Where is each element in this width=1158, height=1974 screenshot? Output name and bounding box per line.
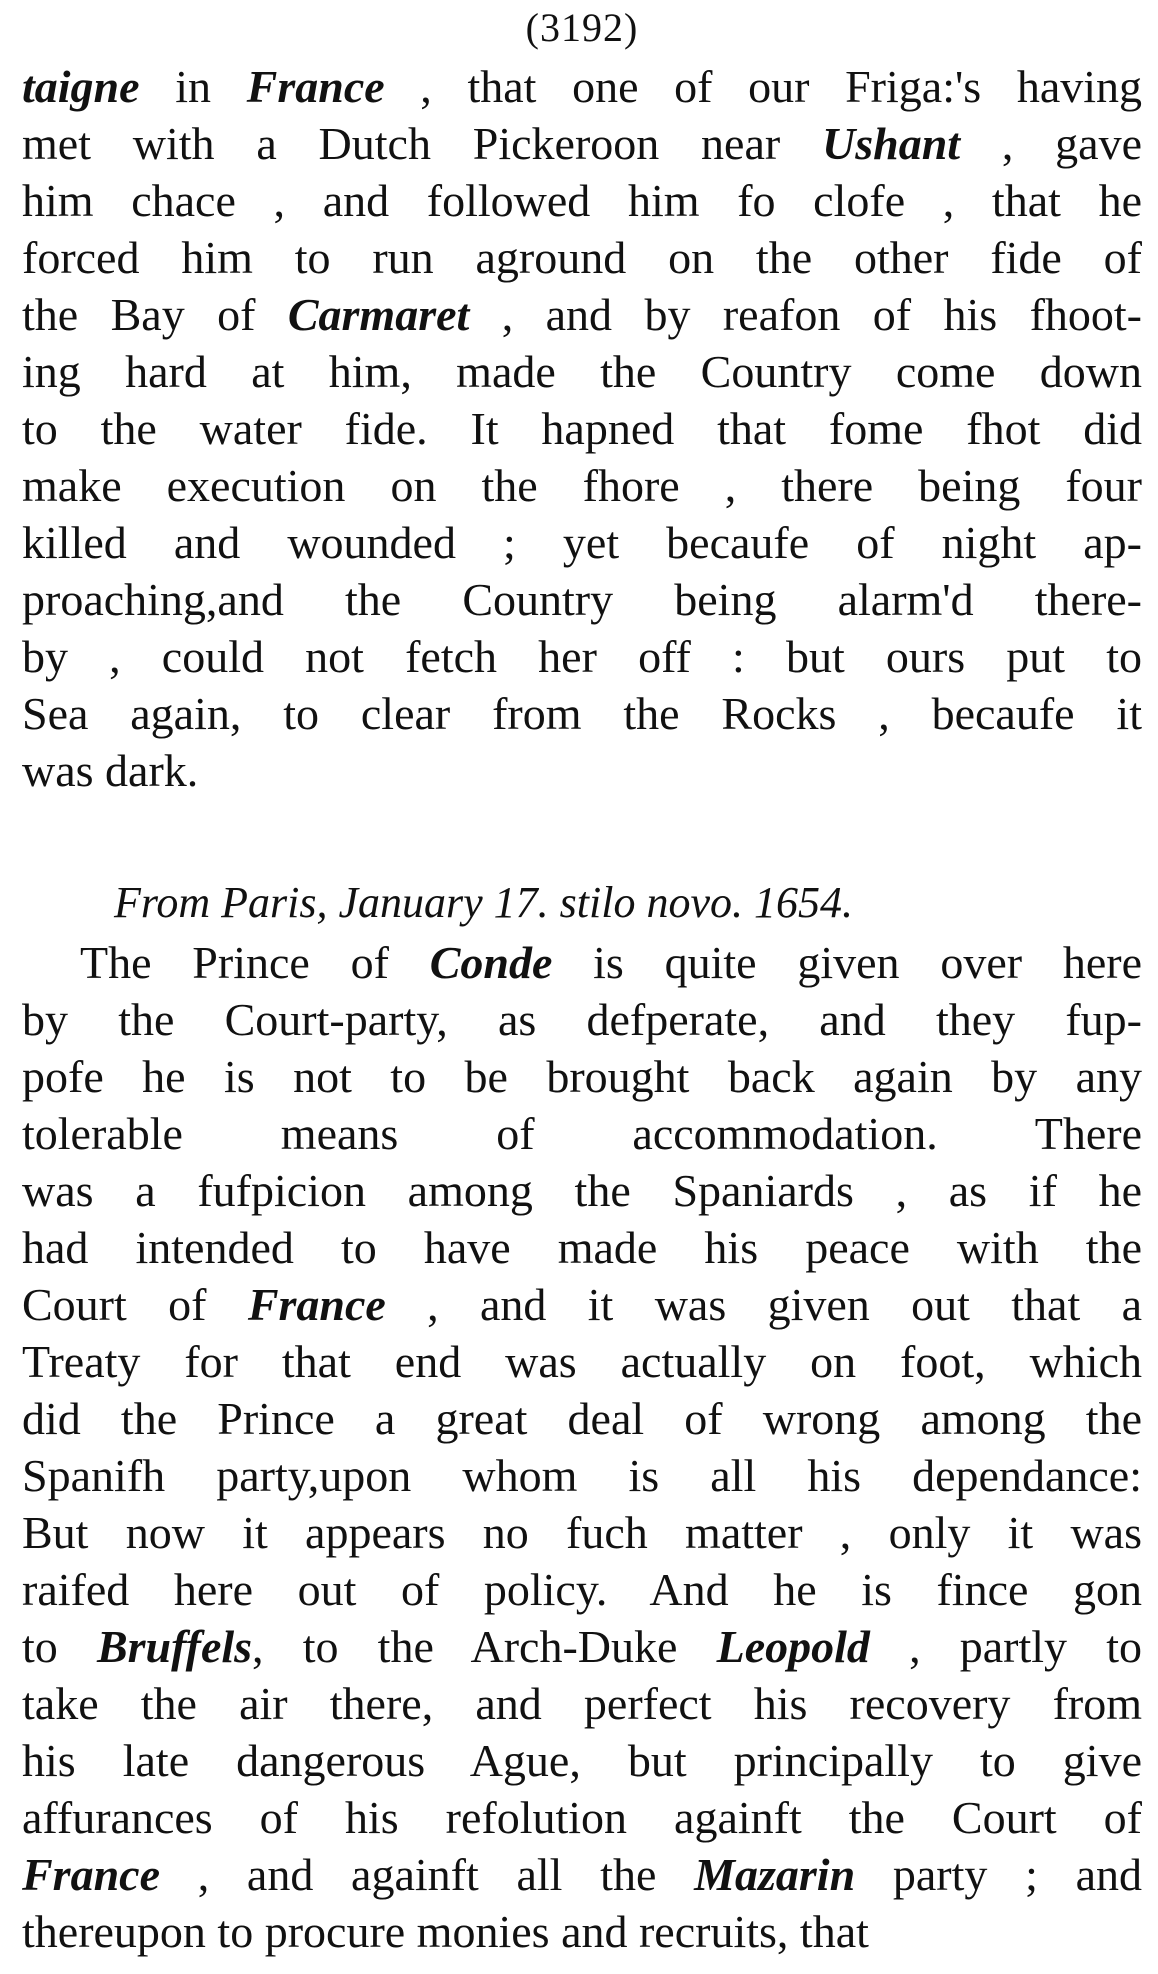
- text-run: party ; and: [855, 1849, 1142, 1900]
- italic-name: France: [22, 1849, 160, 1900]
- italic-name: Ushant: [822, 118, 961, 169]
- text-run: raifed here out of policy. And he is fince gon: [22, 1564, 1142, 1615]
- text-line: [22, 1333, 1142, 1390]
- text-run: Court of: [22, 1279, 248, 1330]
- text-run: in: [139, 61, 247, 112]
- italic-name: Mazarin: [694, 1849, 856, 1900]
- text-line: [22, 1732, 1142, 1789]
- text-run: , to the Arch-Duke: [252, 1621, 717, 1672]
- text-run: , and it was given out that a: [385, 1279, 1142, 1330]
- text-line: [22, 1504, 1142, 1561]
- text-line: [22, 1846, 1142, 1903]
- text-run: had intended to have made his peace with the: [22, 1222, 1142, 1273]
- text-line: [22, 343, 1142, 400]
- text-line: [22, 286, 1142, 343]
- text-line: [22, 742, 1142, 799]
- text-line: [22, 571, 1142, 628]
- text-run: pofe he is not to be brought back again by any: [22, 1051, 1142, 1102]
- page-number: (3192): [525, 5, 639, 50]
- text-run: Treaty for that end was actually on foot, which: [22, 1336, 1142, 1387]
- text-line: [22, 1219, 1142, 1276]
- text-run: him chace , and followed him fo clofe , that he: [22, 175, 1142, 226]
- dateline: From Paris, January 17. stilo novo. 1654.: [114, 878, 853, 927]
- text-run: was dark.: [22, 745, 199, 796]
- text-line: [22, 1162, 1142, 1219]
- italic-name: Conde: [429, 937, 553, 988]
- text-line: [22, 991, 1142, 1048]
- text-line: [22, 1618, 1142, 1675]
- text-run: by , could not fetch her off : but ours put to: [22, 631, 1142, 682]
- text-line: [22, 229, 1142, 286]
- text-line: [22, 400, 1142, 457]
- text-run: to: [22, 1621, 97, 1672]
- text-run: Sea again, to clear from the Rocks , becaufe it: [22, 688, 1142, 739]
- text-run: killed and wounded ; yet becaufe of night ap-: [22, 517, 1142, 568]
- italic-name: France: [246, 61, 385, 112]
- text-run: the Bay of: [22, 289, 288, 340]
- text-line: [22, 628, 1142, 685]
- paris-report: [22, 872, 1142, 1960]
- text-line: [22, 1789, 1142, 1846]
- newspaper-page: [22, 0, 1142, 1974]
- text-line: [22, 514, 1142, 571]
- paragraph-text: [22, 934, 1142, 1960]
- text-line: [22, 1561, 1142, 1618]
- text-run: is quite given over here: [552, 937, 1142, 988]
- text-run: make execution on the fhore , there being four: [22, 460, 1142, 511]
- text-run: Spanifh party,upon whom is all his dependance:: [22, 1450, 1142, 1501]
- text-run: to the water fide. It hapned that fome fhot did: [22, 403, 1142, 454]
- text-run: But now it appears no fuch matter , only it was: [22, 1507, 1142, 1558]
- text-run: by the Court-party, as defperate, and they fup-: [22, 994, 1142, 1045]
- text-run: , and by reafon of his fhoot-: [469, 289, 1142, 340]
- text-line: [22, 1105, 1142, 1162]
- text-line: [22, 1675, 1142, 1732]
- italic-name: France: [247, 1279, 386, 1330]
- text-run: ing hard at him, made the Country come down: [22, 346, 1142, 397]
- text-run: forced him to run aground on the other fide of: [22, 232, 1142, 283]
- text-run: did the Prince a great deal of wrong among the: [22, 1393, 1142, 1444]
- text-run: proaching,and the Country being alarm'd there-: [22, 574, 1142, 625]
- italic-name: Bruffels: [96, 1621, 253, 1672]
- text-line: [22, 1276, 1142, 1333]
- text-run: tolerable means of accommodation. There: [22, 1108, 1142, 1159]
- text-run: affurances of his refolution againft the Court of: [22, 1792, 1142, 1843]
- text-line: [22, 115, 1142, 172]
- text-line: [22, 1903, 1142, 1960]
- text-run: met with a Dutch Pickeroon near: [22, 118, 822, 169]
- text-run: , that one of our Friga:'s having: [384, 61, 1142, 112]
- text-run: was a fufpicion among the Spaniards , as if he: [22, 1165, 1142, 1216]
- news-report-paragraph: [22, 58, 1142, 799]
- text-run: , and againft all the: [160, 1849, 695, 1900]
- text-line: [22, 172, 1142, 229]
- text-line: [22, 1447, 1142, 1504]
- text-run: take the air there, and perfect his recovery from: [22, 1678, 1142, 1729]
- text-line: [22, 457, 1142, 514]
- text-run: thereupon to procure monies and recruits, that: [22, 1906, 869, 1957]
- text-line: [22, 1048, 1142, 1105]
- italic-name: Leopold: [716, 1621, 870, 1672]
- paragraph-text: [22, 58, 1142, 799]
- italic-name: taigne: [22, 61, 140, 112]
- text-run: The Prince of: [80, 937, 430, 988]
- text-line: [22, 1390, 1142, 1447]
- text-line: [22, 58, 1142, 115]
- text-line: [22, 934, 1142, 991]
- text-run: , partly to: [869, 1621, 1142, 1672]
- text-run: , gave: [960, 118, 1142, 169]
- text-line: [22, 685, 1142, 742]
- text-run: his late dangerous Ague, but principally to give: [22, 1735, 1142, 1786]
- italic-name: Carmaret: [287, 289, 470, 340]
